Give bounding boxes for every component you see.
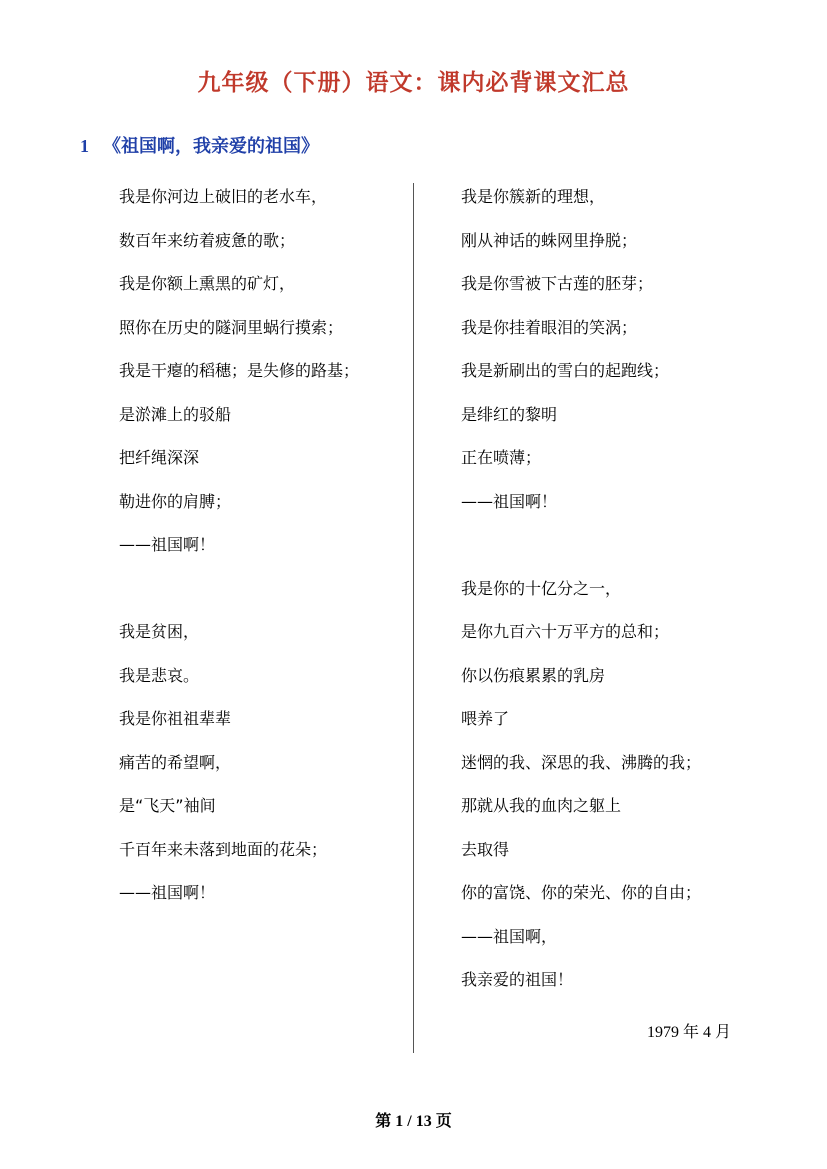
poem-line: 我亲爱的祖国！ <box>461 970 574 989</box>
poem-line: 数百年来纺着疲惫的歌； <box>119 230 296 250</box>
section-title: 《祖国啊，我亲爱的祖国》 <box>103 136 319 157</box>
poem-line: 我是你额上熏黑的矿灯， <box>119 274 296 293</box>
section-heading <box>80 132 319 158</box>
poem-line: 痛苦的希望啊， <box>119 752 232 772</box>
poem-line: 千百年来未落到地面的花朵； <box>119 839 328 859</box>
poem-line: 是淤滩上的驳船 <box>119 404 232 424</box>
poem-line: ——祖国啊， <box>461 926 558 946</box>
poem-line: 去取得 <box>461 839 510 859</box>
poem-line: 我是干瘪的稻穗；是失修的路基； <box>119 361 360 380</box>
poem-line: 我是你祖祖辈辈 <box>119 709 232 728</box>
column-divider <box>413 183 414 1053</box>
poem-line: 我是你的十亿分之一， <box>461 578 622 598</box>
poem-line: 我是你河边上破旧的老水车， <box>119 187 328 206</box>
poem-line: ——祖国啊！ <box>461 491 558 511</box>
poem-date: 1979 年 4 月 <box>647 1024 732 1041</box>
poem-line: 那就从我的血肉之躯上 <box>461 796 622 815</box>
poem-line: 是你九百六十万平方的总和； <box>461 622 670 641</box>
poem-line: 是绯红的黎明 <box>461 404 558 424</box>
poem-line <box>119 578 411 599</box>
poem-line: 我是贫困， <box>119 622 200 641</box>
poem-line: 我是你挂着眼泪的笑涡； <box>461 317 638 337</box>
poem-line: 迷惘的我、深思的我、沸腾的我； <box>461 752 702 772</box>
poem-line: 你以伤痕累累的乳房 <box>461 665 606 685</box>
poem-line: 我是悲哀。 <box>119 665 200 685</box>
poem-left-column <box>119 186 411 926</box>
poem-line: 刚从神话的蛛网里挣脱； <box>461 230 638 250</box>
poem-line: 勒进你的肩膊； <box>119 491 232 511</box>
page-number: 第 1 / 13 页 <box>375 1113 452 1130</box>
poem-line: 我是你雪被下古莲的胚芽； <box>461 274 654 293</box>
poem-line: 正在喷薄； <box>461 448 542 467</box>
poem-line: 你的富饶、你的荣光、你的自由； <box>461 883 702 902</box>
poem-right-column <box>461 186 761 1013</box>
poem-line: ——祖国啊！ <box>119 535 216 554</box>
page-title: 九年级（下册）语文：课内必背课文汇总 <box>197 69 630 96</box>
poem-line <box>461 534 761 555</box>
poem-line: 我是你簇新的理想， <box>461 187 606 206</box>
poem-line: 是“飞天”袖间 <box>119 796 216 815</box>
poem-line: 把纤绳深深 <box>119 448 200 467</box>
poem-line: 喂养了 <box>461 709 510 728</box>
section-number: 1 <box>80 136 89 156</box>
poem-line: 我是新刷出的雪白的起跑线； <box>461 361 670 380</box>
poem-line: ——祖国啊！ <box>119 883 216 902</box>
poem-line: 照你在历史的隧洞里蜗行摸索； <box>119 317 344 337</box>
